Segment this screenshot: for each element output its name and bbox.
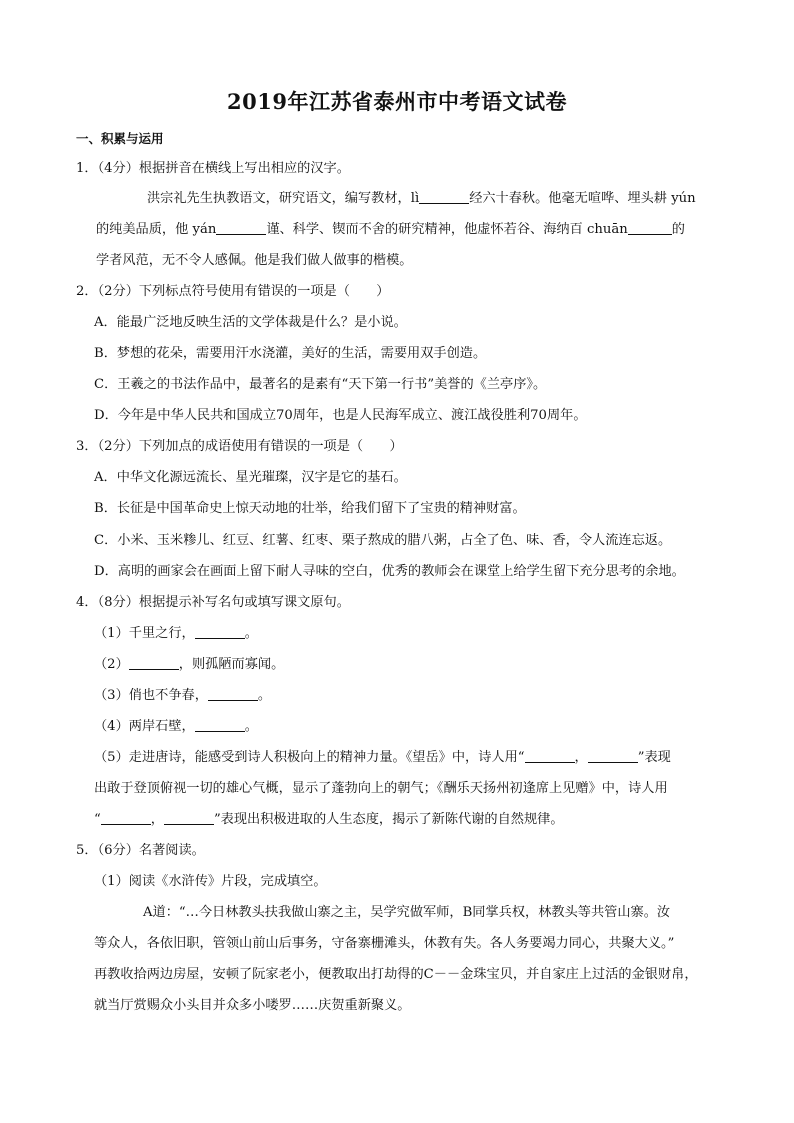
question-3-option-b: B．长征是中国革命史上惊天动地的壮举，给我们留下了宝贵的精神财富。 xyxy=(94,501,526,516)
answer-blank[interactable] xyxy=(195,625,245,639)
question-5-heading: 5．（6分）名著阅读。 xyxy=(76,843,205,858)
question-4-item-5-line-2: 出敢于登顶俯视一切的雄心气概，显示了蓬勃向上的朝气；《酬乐天扬州初逢席上见赠》中，诗人用 xyxy=(94,781,668,796)
question-1-text: 洪宗礼先生执教语文，研究语文，编写教材，lì xyxy=(147,191,420,206)
question-4-text: ， xyxy=(574,750,588,765)
question-2-option-d: D．今年是中华人民共和国成立70周年，也是人民海军成立、渡江战役胜利70周年。 xyxy=(94,408,587,423)
section-heading: 一、积累与运用 xyxy=(76,131,164,146)
page-title: 2019年江苏省泰州市中考语文试卷 xyxy=(227,89,567,114)
question-2-option-a: A．能最广泛地反映生活的文学体裁是什么？是小说。 xyxy=(94,315,407,330)
answer-blank[interactable] xyxy=(628,221,672,235)
question-1-line-1 xyxy=(147,190,696,208)
question-4-text: 。 xyxy=(244,626,258,641)
question-4-item-2 xyxy=(94,656,284,674)
question-2-option-c: C．王羲之的书法作品中，最著名的是素有“天下第一行书”美誉的《兰亭序》。 xyxy=(94,377,547,392)
answer-blank[interactable] xyxy=(588,749,638,763)
question-4-text: ”表现 xyxy=(637,750,671,765)
question-1-text: 谨、科学、锲而不舍的研究精神，他虚怀若谷、海纳百 chuān xyxy=(266,222,628,237)
passage-line-2: 等众人，各依旧职，管领山前山后事务，守备寨栅滩头，休教有失。各人务要竭力同心，共聚大义。” xyxy=(94,936,675,951)
question-3-heading: 3．（2分）下列加点的成语使用有错误的一项是（ ） xyxy=(76,439,403,454)
question-5-subheading: （1）阅读《水浒传》片段，完成填空。 xyxy=(94,874,327,889)
answer-blank[interactable] xyxy=(195,718,245,732)
question-4-text: ， xyxy=(150,812,164,827)
question-4-heading: 4．（8分）根据提示补写名句或填写课文原句。 xyxy=(76,595,350,610)
question-4-text: 。 xyxy=(257,688,272,703)
passage-line-4: 就当厅赏赐众小头目并众多小喽罗……庆贺重新聚义。 xyxy=(94,998,411,1013)
question-4-text: （1）千里之行， xyxy=(94,626,195,641)
question-1-text: 经六十春秋。他毫无喧哗、埋头耕 yún xyxy=(469,191,696,206)
question-1-text: 的纯美品质，他 yán xyxy=(96,222,217,237)
answer-blank[interactable] xyxy=(164,811,214,825)
question-2-option-b: B．梦想的花朵，需要用汗水浇灌，美好的生活，需要用双手创造。 xyxy=(94,346,487,361)
question-3-option-a: A．中华文化源远流长、星光璀璨，汉字是它的基石。 xyxy=(94,470,407,485)
answer-blank[interactable] xyxy=(129,656,179,670)
question-4-text: “ xyxy=(94,812,101,827)
question-4-item-3 xyxy=(94,687,271,705)
question-3-option-d: D．高明的画家会在画面上留下耐人寻味的空白，优秀的教师会在课堂上给学生留下充分思考的余地。 xyxy=(94,564,685,579)
answer-blank[interactable] xyxy=(525,749,575,763)
question-4-text: ，则孤陋而寡闻。 xyxy=(178,657,285,672)
question-2-heading: 2．（2分）下列标点符号使用有错误的一项是（ ） xyxy=(76,284,390,299)
question-3-option-c: C．小米、玉米糁儿、红豆、红薯、红枣、栗子熬成的腊八粥，占全了色、味、香，令人流连忘返。 xyxy=(94,533,672,548)
question-4-text: （4）两岸石壁， xyxy=(94,719,195,734)
question-1-text: 的 xyxy=(671,222,685,237)
question-4-text: （5）走进唐诗，能感受到诗人积极向上的精神力量。《望岳》中，诗人用“ xyxy=(94,750,525,765)
question-4-item-5-line-3 xyxy=(94,811,564,829)
question-4-text: （2） xyxy=(94,657,129,672)
question-4-text: 。 xyxy=(244,719,258,734)
question-4-item-4 xyxy=(94,718,258,736)
question-1-line-2 xyxy=(96,221,685,239)
question-4-item-1 xyxy=(94,625,258,643)
answer-blank[interactable] xyxy=(216,221,266,235)
question-4-text: （3）俏也不争春， xyxy=(94,688,208,703)
passage-line-3: 再教收拾两边房屋，安顿了阮家老小，便教取出打劫得的C－－金珠宝贝，并自家庄上过活的金银财帛， xyxy=(94,967,698,982)
question-1-line-3: 学者风范，无不令人感佩。他是我们做人做事的楷模。 xyxy=(96,253,413,268)
question-4-text: ”表现出积极进取的人生态度，揭示了新陈代谢的自然规律。 xyxy=(213,812,564,827)
question-1-heading: 1．（4分）根据拼音在横线上写出相应的汉字。 xyxy=(76,161,350,176)
answer-blank[interactable] xyxy=(101,811,151,825)
passage-line-1: A道：“…今日林教头扶我做山寨之主，吴学究做军师，B同掌兵权，林教头等共管山寨。汝 xyxy=(143,905,671,920)
question-4-item-5-line-1 xyxy=(94,749,671,767)
answer-blank[interactable] xyxy=(419,190,469,204)
answer-blank[interactable] xyxy=(208,687,258,701)
